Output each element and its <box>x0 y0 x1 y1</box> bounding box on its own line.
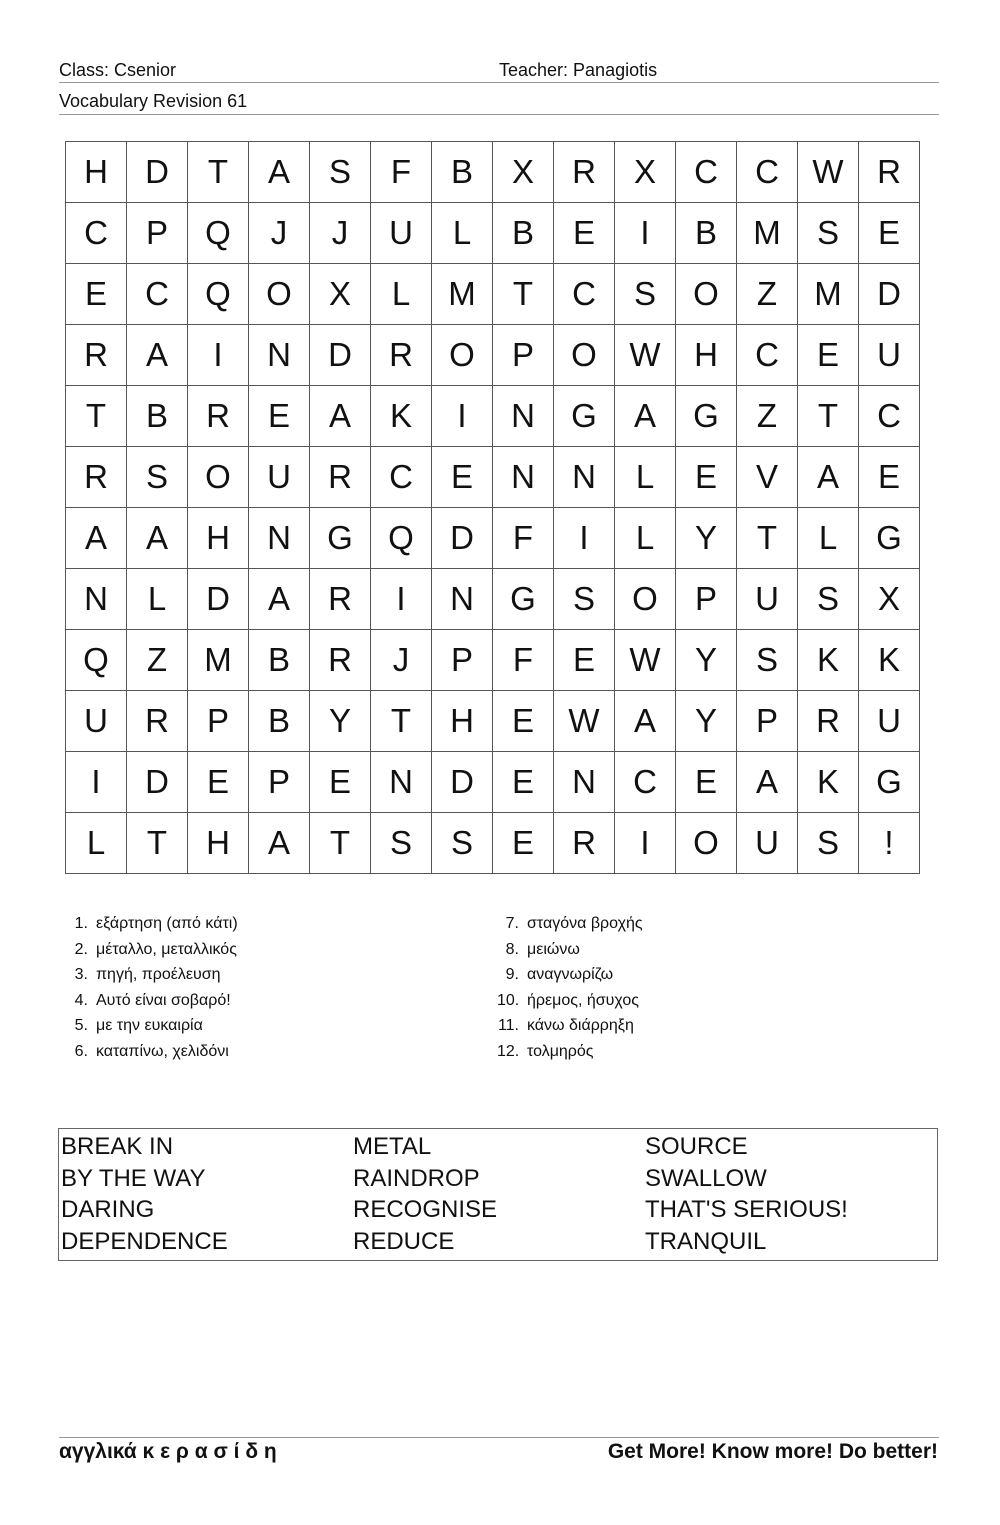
clue-number: 8. <box>505 940 519 958</box>
grid-cell[interactable]: O <box>615 569 676 630</box>
grid-cell[interactable]: G <box>554 386 615 447</box>
word-bank-item: BY THE WAY <box>61 1164 206 1192</box>
word-bank <box>58 1128 938 1261</box>
clue-list-left <box>66 911 238 1065</box>
clue-item <box>66 988 238 1014</box>
grid-cell[interactable]: E <box>188 752 249 813</box>
grid-row <box>66 386 920 447</box>
grid-cell[interactable]: I <box>615 203 676 264</box>
grid-cell[interactable]: E <box>249 386 310 447</box>
grid-cell[interactable]: F <box>493 630 554 691</box>
grid-cell[interactable]: Q <box>66 630 127 691</box>
clue-item <box>497 1013 643 1039</box>
clue-item <box>66 911 238 937</box>
grid-cell[interactable]: N <box>493 386 554 447</box>
grid-cell[interactable]: J <box>249 203 310 264</box>
grid-cell[interactable]: N <box>66 569 127 630</box>
class-label: Class: Csenior <box>59 60 177 80</box>
grid-cell[interactable]: W <box>798 142 859 203</box>
grid-cell[interactable]: G <box>310 508 371 569</box>
grid-cell[interactable]: K <box>371 386 432 447</box>
clue-list-right <box>497 911 643 1065</box>
grid-cell[interactable]: V <box>737 447 798 508</box>
grid-cell[interactable]: U <box>859 325 920 386</box>
clue-item <box>497 911 643 937</box>
grid-cell[interactable]: S <box>127 447 188 508</box>
grid-cell[interactable]: A <box>737 752 798 813</box>
grid-cell[interactable]: Z <box>127 630 188 691</box>
word-bank-item: SOURCE <box>645 1133 748 1160</box>
word-bank-column <box>353 1131 497 1257</box>
grid-cell[interactable]: I <box>554 508 615 569</box>
grid-cell[interactable]: X <box>859 569 920 630</box>
grid-cell[interactable]: R <box>310 447 371 508</box>
clue-number: 2. <box>74 940 88 958</box>
clue-number: 6. <box>74 1042 88 1060</box>
grid-cell[interactable]: A <box>615 691 676 752</box>
clue-item <box>66 1039 238 1065</box>
clue-text: πηγή, προέλευση <box>96 966 221 984</box>
word-bank-item: SWALLOW <box>645 1164 767 1192</box>
clue-text: τολμηρός <box>527 1042 594 1060</box>
grid-cell[interactable]: S <box>737 630 798 691</box>
grid-cell[interactable]: P <box>249 752 310 813</box>
grid-cell[interactable]: A <box>66 508 127 569</box>
grid-cell[interactable]: L <box>798 508 859 569</box>
grid-cell[interactable]: C <box>66 203 127 264</box>
clue-text: κάνω διάρρηξη <box>527 1017 634 1035</box>
grid-cell[interactable]: R <box>188 386 249 447</box>
clue-item <box>66 962 238 988</box>
grid-cell[interactable]: D <box>432 752 493 813</box>
grid-cell[interactable]: A <box>127 325 188 386</box>
grid-row <box>66 569 920 630</box>
grid-cell[interactable]: L <box>432 203 493 264</box>
grid-cell[interactable]: T <box>798 386 859 447</box>
clue-number: 5. <box>74 1017 88 1035</box>
grid-cell[interactable]: T <box>188 142 249 203</box>
grid-cell[interactable]: J <box>371 630 432 691</box>
grid-cell[interactable]: U <box>249 447 310 508</box>
grid-cell[interactable]: E <box>859 447 920 508</box>
footer-brand: αγγλικά κ ε ρ α σ ί δ η <box>59 1440 277 1463</box>
grid-cell[interactable]: A <box>249 569 310 630</box>
grid-cell[interactable]: N <box>554 447 615 508</box>
grid-cell[interactable]: R <box>310 630 371 691</box>
word-bank-item: RECOGNISE <box>353 1196 498 1223</box>
clue-number: 12. <box>497 1042 520 1060</box>
grid-cell[interactable]: H <box>188 813 249 874</box>
clue-text: Αυτό είναι σοβαρό! <box>96 991 231 1009</box>
grid-row <box>66 630 920 691</box>
grid-row <box>66 752 920 813</box>
clue-number: 7. <box>505 915 519 932</box>
word-search-grid <box>65 141 920 874</box>
grid-cell[interactable]: Z <box>737 386 798 447</box>
grid-cell[interactable]: G <box>859 752 920 813</box>
grid-row <box>66 325 920 386</box>
grid-cell[interactable]: C <box>737 142 798 203</box>
grid-cell[interactable]: I <box>371 569 432 630</box>
word-bank-column <box>645 1131 848 1257</box>
grid-cell[interactable]: P <box>676 569 737 630</box>
clue-text: καταπίνω, χελιδόνι <box>96 1042 229 1060</box>
grid-cell[interactable]: L <box>371 264 432 325</box>
grid-cell[interactable]: S <box>798 569 859 630</box>
grid-cell[interactable]: U <box>371 203 432 264</box>
clue-text: μέταλλο, μεταλλικός <box>96 940 237 958</box>
grid-row <box>66 447 920 508</box>
grid-cell[interactable]: T <box>66 386 127 447</box>
grid-cell[interactable]: M <box>737 203 798 264</box>
grid-cell[interactable]: D <box>432 508 493 569</box>
grid-cell[interactable]: R <box>127 691 188 752</box>
grid-cell[interactable]: H <box>66 142 127 203</box>
grid-cell[interactable]: N <box>249 325 310 386</box>
grid-cell[interactable]: U <box>737 569 798 630</box>
grid-cell[interactable]: K <box>859 630 920 691</box>
grid-cell[interactable]: E <box>493 813 554 874</box>
grid-cell[interactable]: E <box>554 630 615 691</box>
grid-cell[interactable]: N <box>432 569 493 630</box>
grid-cell[interactable]: M <box>798 264 859 325</box>
clue-number: 1. <box>74 915 88 932</box>
grid-cell[interactable]: E <box>310 752 371 813</box>
grid-row <box>66 691 920 752</box>
grid-cell[interactable]: R <box>66 325 127 386</box>
grid-cell[interactable]: W <box>554 691 615 752</box>
grid-cell[interactable]: Y <box>310 691 371 752</box>
grid-cell[interactable]: B <box>249 630 310 691</box>
title-rule <box>59 114 939 115</box>
page-title: Vocabulary Revision 61 <box>59 91 248 111</box>
grid-cell[interactable]: P <box>493 325 554 386</box>
grid-cell[interactable]: O <box>554 325 615 386</box>
grid-cell[interactable]: C <box>859 386 920 447</box>
grid-cell[interactable]: E <box>66 264 127 325</box>
grid-row <box>66 813 920 874</box>
clue-number: 9. <box>505 966 519 984</box>
grid-cell[interactable]: N <box>249 508 310 569</box>
clue-item <box>497 962 643 988</box>
grid-cell[interactable]: O <box>676 264 737 325</box>
clue-number: 3. <box>74 966 88 984</box>
grid-cell[interactable]: A <box>798 447 859 508</box>
grid-cell[interactable]: D <box>859 264 920 325</box>
grid-cell[interactable]: X <box>615 142 676 203</box>
clue-item <box>497 937 643 963</box>
grid-cell[interactable]: N <box>371 752 432 813</box>
grid-cell[interactable]: G <box>676 386 737 447</box>
grid-cell[interactable]: C <box>371 447 432 508</box>
grid-cell[interactable]: T <box>371 691 432 752</box>
clue-text: εξάρτηση (από κάτι) <box>96 915 238 932</box>
grid-cell[interactable]: I <box>66 752 127 813</box>
grid-cell[interactable]: O <box>432 325 493 386</box>
word-bank-item: TRANQUIL <box>645 1227 767 1255</box>
grid-cell[interactable]: E <box>676 752 737 813</box>
grid-cell[interactable]: N <box>554 752 615 813</box>
grid-cell[interactable]: H <box>432 691 493 752</box>
grid-cell[interactable]: U <box>859 691 920 752</box>
grid-cell[interactable]: R <box>554 142 615 203</box>
footer-slogan: Get More! Know more! Do better! <box>607 1440 938 1463</box>
clue-number: 10. <box>497 991 520 1009</box>
grid-cell[interactable]: T <box>310 813 371 874</box>
grid-cell[interactable]: A <box>249 813 310 874</box>
grid-cell[interactable]: U <box>66 691 127 752</box>
grid-cell[interactable]: J <box>310 203 371 264</box>
word-bank-item: DARING <box>61 1196 155 1223</box>
grid-cell[interactable]: F <box>371 142 432 203</box>
grid-cell[interactable]: D <box>188 569 249 630</box>
grid-cell[interactable]: Y <box>676 691 737 752</box>
grid-cell[interactable]: C <box>615 752 676 813</box>
grid-cell[interactable]: C <box>127 264 188 325</box>
clue-item <box>497 988 643 1014</box>
grid-cell[interactable]: W <box>615 630 676 691</box>
grid-cell[interactable]: Q <box>188 203 249 264</box>
grid-cell[interactable]: R <box>554 813 615 874</box>
grid-cell[interactable]: K <box>798 630 859 691</box>
word-bank-item: BREAK IN <box>61 1133 174 1160</box>
grid-cell[interactable]: B <box>493 203 554 264</box>
grid-row <box>66 264 920 325</box>
grid-cell[interactable]: L <box>615 447 676 508</box>
clue-text: με την ευκαιρία <box>96 1017 203 1035</box>
grid-cell[interactable]: Q <box>371 508 432 569</box>
grid-cell[interactable]: T <box>737 508 798 569</box>
clue-text: ήρεμος, ήσυχος <box>527 991 639 1009</box>
grid-cell[interactable]: M <box>188 630 249 691</box>
grid-row <box>66 142 920 203</box>
grid-cell[interactable]: B <box>432 142 493 203</box>
grid-cell[interactable]: B <box>249 691 310 752</box>
grid-cell[interactable]: R <box>310 569 371 630</box>
grid-cell[interactable]: A <box>127 508 188 569</box>
grid-cell[interactable]: O <box>676 813 737 874</box>
grid-row <box>66 203 920 264</box>
word-bank-item: REDUCE <box>353 1227 455 1255</box>
grid-cell[interactable]: S <box>310 142 371 203</box>
grid-cell[interactable]: L <box>127 569 188 630</box>
grid-cell[interactable]: ! <box>859 813 920 874</box>
grid-cell[interactable]: P <box>188 691 249 752</box>
clue-text: σταγόνα βροχής <box>527 915 643 932</box>
grid-cell[interactable]: M <box>432 264 493 325</box>
grid-cell[interactable]: K <box>798 752 859 813</box>
grid-row <box>66 508 920 569</box>
grid-cell[interactable]: P <box>432 630 493 691</box>
clue-text: μειώνω <box>527 940 580 958</box>
grid-cell[interactable]: B <box>676 203 737 264</box>
grid-cell[interactable]: C <box>676 142 737 203</box>
grid-cell[interactable]: R <box>371 325 432 386</box>
grid-cell[interactable]: X <box>310 264 371 325</box>
grid-cell[interactable]: E <box>493 691 554 752</box>
grid-cell[interactable]: B <box>127 386 188 447</box>
grid-cell[interactable]: H <box>676 325 737 386</box>
word-bank-item: DEPENDENCE <box>61 1227 228 1255</box>
word-bank-item: RAINDROP <box>353 1164 480 1192</box>
grid-cell[interactable]: S <box>554 569 615 630</box>
grid-cell[interactable]: P <box>737 691 798 752</box>
grid-cell[interactable]: E <box>859 203 920 264</box>
grid-cell[interactable]: D <box>310 325 371 386</box>
footer-rule <box>59 1437 939 1438</box>
grid-cell[interactable]: W <box>615 325 676 386</box>
grid-cell[interactable]: O <box>188 447 249 508</box>
grid-cell[interactable]: U <box>737 813 798 874</box>
grid-cell[interactable]: Y <box>676 630 737 691</box>
grid-cell[interactable]: Y <box>676 508 737 569</box>
grid-cell[interactable]: I <box>188 325 249 386</box>
grid-cell[interactable]: T <box>127 813 188 874</box>
grid-cell[interactable]: S <box>798 813 859 874</box>
grid-cell[interactable]: F <box>493 508 554 569</box>
header-rule <box>59 82 939 83</box>
grid-cell[interactable]: P <box>127 203 188 264</box>
grid-cell[interactable]: S <box>615 264 676 325</box>
clue-item <box>66 937 238 963</box>
clue-item <box>497 1039 643 1065</box>
grid-cell[interactable]: Q <box>188 264 249 325</box>
word-bank-column <box>61 1131 228 1257</box>
teacher-label: Teacher: Panagiotis <box>499 60 658 80</box>
grid-cell[interactable]: O <box>249 264 310 325</box>
grid-cell[interactable]: X <box>493 142 554 203</box>
grid-cell[interactable]: E <box>798 325 859 386</box>
grid-cell[interactable]: I <box>432 386 493 447</box>
clue-text: αναγνωρίζω <box>527 966 614 984</box>
clue-number: 11. <box>497 1017 519 1035</box>
word-bank-item: THAT'S SERIOUS! <box>645 1196 848 1223</box>
clue-item <box>66 1013 238 1039</box>
grid-cell[interactable]: A <box>310 386 371 447</box>
grid-cell[interactable]: L <box>615 508 676 569</box>
clue-number: 4. <box>74 991 88 1009</box>
grid-cell[interactable]: G <box>493 569 554 630</box>
grid-cell[interactable]: R <box>66 447 127 508</box>
grid-cell[interactable]: R <box>859 142 920 203</box>
grid-cell[interactable]: T <box>493 264 554 325</box>
grid-cell[interactable]: I <box>615 813 676 874</box>
word-bank-item: METAL <box>353 1133 432 1160</box>
grid-cell[interactable]: E <box>554 203 615 264</box>
grid-cell[interactable]: L <box>66 813 127 874</box>
grid-cell[interactable]: Z <box>737 264 798 325</box>
grid-cell[interactable]: H <box>188 508 249 569</box>
grid-cell[interactable]: E <box>493 752 554 813</box>
grid-cell[interactable]: E <box>676 447 737 508</box>
grid-cell[interactable]: S <box>432 813 493 874</box>
grid-cell[interactable]: A <box>249 142 310 203</box>
grid-cell[interactable]: G <box>859 508 920 569</box>
grid-cell[interactable]: N <box>493 447 554 508</box>
grid-cell[interactable]: C <box>737 325 798 386</box>
grid-cell[interactable]: S <box>371 813 432 874</box>
grid-cell[interactable]: A <box>615 386 676 447</box>
grid-cell[interactable]: D <box>127 752 188 813</box>
grid-cell[interactable]: D <box>127 142 188 203</box>
grid-cell[interactable]: E <box>432 447 493 508</box>
grid-cell[interactable]: C <box>554 264 615 325</box>
grid-cell[interactable]: S <box>798 203 859 264</box>
grid-cell[interactable]: R <box>798 691 859 752</box>
